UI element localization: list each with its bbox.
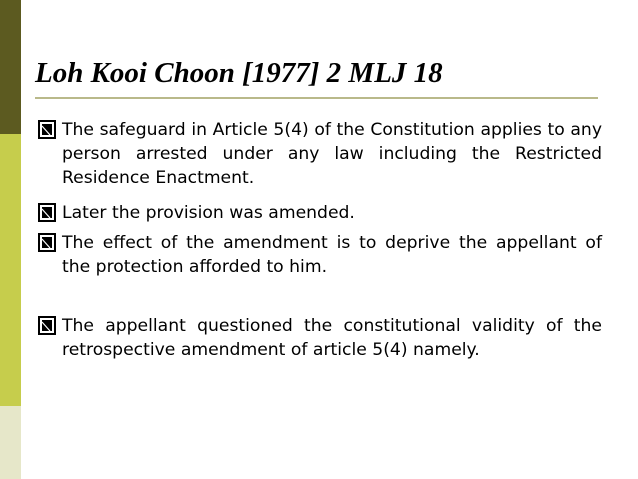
- slide-title: [35, 55, 443, 91]
- case-citation: [1977] 2 MLJ 18: [242, 57, 443, 89]
- bullet-text: The appellant questioned the constitutional validity of the retrospective amendment of article 5(4) namely.: [62, 316, 602, 360]
- sidebar-segment-top: [0, 0, 21, 134]
- bullet-item: [38, 201, 602, 225]
- bullet-text: The safeguard in Article 5(4) of the Constitution applies to any person arrested under any law including the Restricted Residence Enactment.: [62, 120, 602, 188]
- sidebar-accent-bar: [0, 0, 21, 479]
- square-bullet-icon: [38, 316, 56, 336]
- square-bullet-icon: [38, 120, 56, 140]
- bullet-item: [38, 118, 602, 190]
- case-name: Loh Kooi Choon: [35, 57, 235, 89]
- bullet-item: [38, 314, 602, 362]
- sidebar-segment-bottom: [0, 406, 21, 479]
- title-divider: [35, 97, 598, 99]
- bullet-text: Later the provision was amended.: [62, 203, 355, 223]
- bullet-item: [38, 231, 602, 279]
- square-bullet-icon: [38, 233, 56, 253]
- bullet-text: The effect of the amendment is to deprive the appellant of the protection afforded to him.: [62, 233, 602, 277]
- sidebar-segment-middle: [0, 134, 21, 406]
- square-bullet-icon: [38, 203, 56, 223]
